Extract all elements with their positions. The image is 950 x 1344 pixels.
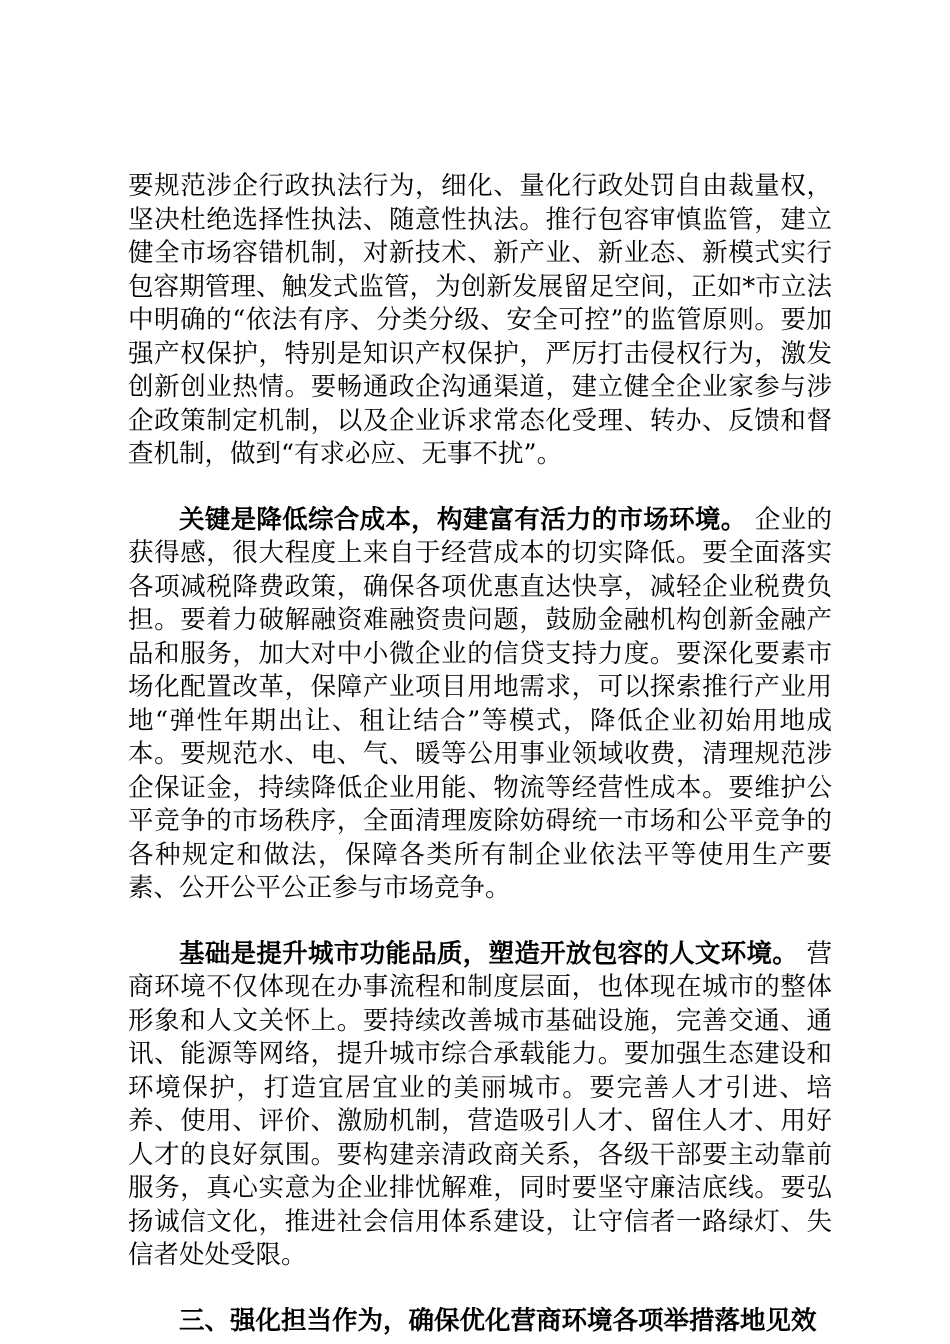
paragraph-body: 企业的获得感，很大程度上来自于经营成本的切实降低。要全面落实各项减税降费政策，确保各项优惠直达快享，减轻企业税费负担。要着力破解融资难融资贵问题，鼓励金融机构创新金融产品和服务，加大对中小微企业的信贷支持力度。要深化要素市场化配置改革，保障产业项目用地需求，可以探索推行产业用地“弹性年期出让、租让结合”等模式，降低企业初始用地成本。要规范水、电、气、暖等公用事业领域收费，清理规范涉企保证金，持续降低企业用能、物流等经营性成本。要维护公平竞争的市场秩序，全面清理废除妨碍统一市场和公平竞争的各种规定和做法，保障各类所有制企业依法平等使用生产要素、公开公平公正参与市场竞争。 bbox=[128, 504, 832, 903]
paragraph-body: 营商环境不仅体现在办事流程和制度层面，也体现在城市的整体形象和人文关怀上。要持续改善城市基础设施，完善交通、通讯、能源等网络，提升城市综合承载能力。要加强生态建设和环境保护，打造宜居宜业的美丽城市。要完善人才引进、培养、使用、评价、激励机制，营造吸引人才、留住人才、用好人才的良好氛围。要构建亲清政商关系，各级干部要主动靠前服务，真心实意为企业排忧解难，同时要坚守廉洁底线。要弘扬诚信文化，推进社会信用体系建设，让守信者一路绿灯、失信者处处受限。 bbox=[128, 938, 832, 1270]
paragraph-lead: 关键是降低综合成本，构建富有活力的市场环境。 bbox=[179, 504, 747, 535]
paragraph-lead: 基础是提升城市功能品质，塑造开放包容的人文环境。 bbox=[179, 938, 799, 969]
section-heading: 三、强化担当作为，确保优化营商环境各项举措落地见效 bbox=[179, 1305, 817, 1336]
paragraph-body: 要规范涉企行政执法行为，细化、量化行政处罚自由裁量权，坚决杜绝选择性执法、随意性执法。推行包容审慎监管，建立健全市场容错机制，对新技术、新产业、新业态、新模式实行包容期管理、触发式监管，为创新发展留足空间，正如*市立法中明确的“依法有序、分类分级、安全可控”的监管原则。要加强产权保护，特别是知识产权保护，严厉打击侵权行为，激发创新创业热情。要畅通政企沟通渠道，建立健全企业家参与涉企政策制定机制，以及企业诉求常态化受理、转办、反馈和督查机制，做到“有求必应、无事不扰”。 bbox=[128, 171, 832, 469]
paragraph-city bbox=[128, 938, 832, 1273]
paragraph-regulation bbox=[128, 170, 832, 472]
paragraph-cost bbox=[128, 504, 832, 906]
document-page bbox=[128, 170, 832, 1338]
